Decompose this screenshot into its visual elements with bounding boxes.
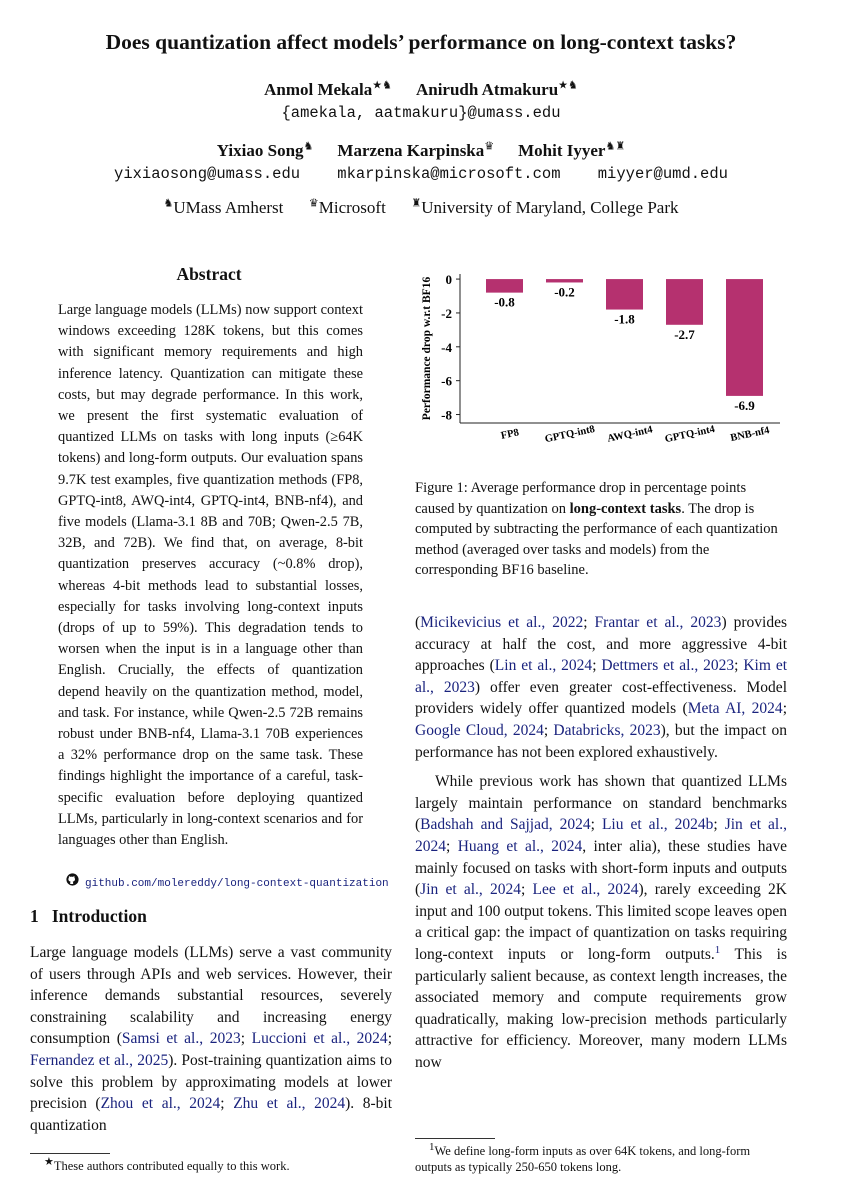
- section-number: 1: [30, 906, 39, 926]
- text-run: , inter alia), these studies have mainly focused on tasks with short-form inputs and outputs (: [415, 837, 787, 899]
- affiliation: University of Maryland, College Park: [421, 198, 679, 217]
- right-column-text: (Micikevicius et al., 2022; Frantar et al., 2023) provides accuracy at half the cost, and more aggressive 4-bit approaches (Lin et al., 2024; Dettmers et al., 2023; Kim et al., 2023) offer even greater cost-effectiveness. Model providers widely offer quantized models (Meta AI, 2024; Google Cloud, 2024; Databricks, 2023), but the impact on performance has not been explored exhaustively. While previous work has shown that quantized LLMs largely maintain performance on standard benchmarks (Badshah and Sajjad, 2024; Liu et al., 2024b; Jin et al., 2024; Huang et al., 2024, inter alia), these studies have mainly focused on tasks with short-form inputs and outputs (Jin et al., 2024; Lee et al., 2024), rarely exceeding 2K input and 100 output tokens. This limited scope leaves open a critical gap: the impact of quantization on tasks requiring long-context inputs or long-form outputs.$^1$ This is particularly salient because, as context length increases, the associated memory and compute requirements grow quadratically, making low-precision methods particularly attractive for efficiency. Moreover, many modern LLMs now: [415, 614, 788, 1071]
- x-tick-label: BNB-nf4: [729, 425, 771, 445]
- caption-bold: long-context tasks: [569, 500, 682, 517]
- text-run: While previous work has shown that quantized LLMs largely maintain performance on standard benchmarks (: [415, 773, 787, 834]
- text-run: ;: [592, 657, 602, 675]
- footnote-equal-contribution: [30, 1155, 392, 1174]
- author-marks: ♞♜: [605, 140, 626, 153]
- x-tick-label: GPTQ-int4: [664, 423, 716, 446]
- x-tick-label: AWQ-int4: [606, 424, 654, 445]
- affiliation-mark: ♛: [308, 197, 319, 210]
- github-icon: [66, 873, 79, 891]
- y-tick-label: 0: [445, 272, 452, 288]
- text-run: Large language models (LLMs) serve a vast community of users through APIs and web services. However, their inference demands substantial resources, severely constraining scalability and increasing energy consumption (: [30, 944, 392, 1048]
- author-name: Mohit Iyyer: [518, 141, 606, 160]
- citation-link[interactable]: Meta AI, 2024: [687, 700, 783, 718]
- abstract-text: Large language models (LLMs) now support context windows exceeding 128K tokens, but this comes with significant memory requirements and high inference latency. Quantization can mitigate these costs, but may degrade performance. In this work, we present the first systematic evaluation of quantized LLMs on tasks with long inputs (≥64K tokens) and long-form outputs. Our evaluation spans 9.7K test examples, five quantization methods (FP8, GPTQ-int8, AWQ-int4, GPTQ-int4, BNB-nf4), and five models (Llama-3.1 8B and 70B; Qwen-2.5 7B, 32B, and 72B). We find that, on average, 8-bit quantization preserves accuracy (~0.8% drop), whereas 4-bit methods lead to substantial losses, especially for tasks involving long-context inputs (drops of up to 59%). This degradation tends to worsen when the input is in a language other than English. Crucially, the effects of quantization depend heavily on the quantization method, model, and task. For instance, while Qwen-2.5 72B remains robust under BNB-nf4, Llama-3.1 70B experiences a 32% performance drop on the same task. These findings highlight the importance of a careful, task-specific evaluation before deploying quantized LLMs, particularly in long-context scenarios and for languages other than English.: [58, 302, 363, 849]
- data-label: -6.9: [734, 397, 755, 413]
- text-run: ), but the impact on performance has not been explored exhaustively.: [415, 721, 787, 761]
- data-label: -0.2: [554, 284, 575, 300]
- y-tick-label: -2: [441, 305, 452, 321]
- text-run: ;: [220, 1095, 234, 1113]
- footnote-rule: [30, 1153, 110, 1154]
- authors-row-2: [0, 141, 842, 161]
- caption-text: Figure 1: Average performance drop in percentage points caused by quantization on: [415, 480, 747, 517]
- x-tick-label: FP8: [499, 427, 520, 442]
- text-run: This is particularly salient because, as context length increases, the associated memory and compute requirements grow quadratically, making low-precision methods particularly attractive for efficiency. Moreover, many modern LLMs now: [415, 945, 788, 1071]
- text-run: ;: [543, 721, 554, 739]
- email: miyyer@umd.edu: [597, 165, 728, 183]
- github-link[interactable]: github.com/molereddy/long-context-quantization: [85, 878, 389, 890]
- text-run: ;: [446, 837, 458, 855]
- intro-paragraph: [30, 942, 392, 1136]
- x-tick-label: GPTQ-int8: [544, 423, 596, 446]
- text-run: ;: [734, 657, 744, 675]
- figure-caption: [415, 478, 787, 581]
- affiliation: Microsoft: [318, 198, 386, 217]
- footnote-text: We define long-form inputs as over 64K tokens, and long-form outputs as typically 250-650 tokens long.: [415, 1144, 751, 1174]
- email: mkarpinska@microsoft.com: [337, 165, 561, 183]
- footnote-text: These authors contributed equally to this work.: [53, 1159, 290, 1173]
- text-run: ;: [713, 816, 725, 834]
- bar: [546, 279, 583, 282]
- section-title: Introduction: [51, 906, 147, 926]
- authors-row-1: [0, 80, 842, 100]
- citation-link[interactable]: Lee et al., 2024: [532, 881, 639, 899]
- citation-link[interactable]: Samsi et al., 2023: [121, 1030, 241, 1048]
- abstract-heading: Abstract: [176, 264, 242, 284]
- author-marks: ♛: [484, 140, 495, 153]
- text-run: ) provides accuracy at half the cost, and more aggressive 4-bit approaches (: [415, 614, 787, 675]
- emails-row-1: {amekala, aatmakuru}@umass.edu: [281, 104, 561, 122]
- y-tick-label: -6: [441, 373, 452, 389]
- text-run: ;: [520, 881, 533, 899]
- author-marks: ★♞: [372, 79, 392, 92]
- paper-title: Does quantization affect models’ performance on long-context tasks?: [105, 30, 737, 54]
- bar: [486, 279, 523, 293]
- email: yixiaosong@umass.edu: [114, 165, 301, 183]
- author-name: Anirudh Atmakuru: [415, 80, 559, 99]
- github-link-row[interactable]: [66, 873, 389, 891]
- footnote-long-form: [415, 1140, 787, 1175]
- citation-link[interactable]: Micikevicius et al., 2022: [420, 614, 584, 631]
- text-run: ) offer even greater cost-effectiveness. Model providers widely offer quantized models (: [415, 678, 787, 718]
- citation-link[interactable]: Databricks, 2023: [553, 721, 661, 739]
- citation-link[interactable]: Badshah and Sajjad, 2024: [420, 816, 591, 834]
- citation-link[interactable]: Luccioni et al., 2024: [251, 1030, 388, 1048]
- citation-link[interactable]: Jin et al., 2024: [415, 816, 787, 855]
- citation-link[interactable]: Jin et al., 2024: [420, 881, 521, 899]
- bar: [606, 279, 643, 309]
- y-axis-label: Performance drop w.r.t BF16: [421, 276, 433, 421]
- citation-link[interactable]: Dettmers et al., 2023: [601, 657, 735, 675]
- author-name: Yixiao Song: [216, 141, 304, 160]
- text-run: ;: [583, 614, 595, 631]
- text-run: ;: [590, 816, 602, 834]
- footnote-mark: 1: [429, 1140, 435, 1153]
- text-run: ;: [240, 1030, 252, 1048]
- footnote-mark: ★: [44, 1155, 54, 1168]
- affiliation-mark: ♞: [163, 197, 174, 210]
- affiliations: [0, 198, 842, 218]
- citation-link[interactable]: Kim et al., 2023: [415, 657, 788, 696]
- citation-link[interactable]: Zhou et al., 2024: [100, 1095, 221, 1113]
- citation-link[interactable]: Google Cloud, 2024: [415, 721, 544, 739]
- citation-link[interactable]: Fernandez et al., 2025: [30, 1051, 169, 1069]
- author-marks: ♞: [303, 140, 314, 153]
- author-marks: ★♞: [558, 79, 578, 92]
- affiliation-mark: ♜: [411, 197, 422, 210]
- bar: [666, 279, 703, 325]
- data-label: -2.7: [674, 326, 695, 342]
- bar-chart: [418, 268, 788, 458]
- text-run: ;: [782, 700, 787, 718]
- text-run: ). Post-training quantization aims to solve this problem by approximating models at lower precision (: [30, 1051, 392, 1113]
- footnote-rule: [415, 1138, 495, 1139]
- author-name: Marzena Karpinska: [337, 141, 485, 160]
- affiliation: UMass Amherst: [173, 198, 284, 217]
- citation-link[interactable]: Huang et al., 2024: [457, 837, 583, 855]
- figure-1: [418, 268, 788, 458]
- citation-link[interactable]: Liu et al., 2024b: [601, 816, 714, 834]
- caption-text: . The drop is computed by subtracting the performance of each quantization method (averaged over tasks and models) from the corresponding BF16 baseline.: [415, 500, 778, 578]
- text-run: ). 8-bit quantization: [30, 1095, 393, 1134]
- y-tick-label: -4: [441, 339, 452, 355]
- text-run: ;: [387, 1030, 392, 1048]
- citation-link[interactable]: Frantar et al., 2023: [594, 614, 722, 631]
- emails-row-2: [0, 165, 842, 183]
- bar: [726, 279, 763, 396]
- y-tick-label: -8: [441, 407, 452, 423]
- footnote-ref[interactable]: 1: [714, 943, 721, 956]
- intro-heading: [30, 906, 147, 927]
- author-name: Anmol Mekala: [264, 80, 373, 99]
- data-label: -0.8: [494, 294, 515, 310]
- citation-link[interactable]: Zhu et al., 2024: [233, 1095, 346, 1113]
- text-run: ), rarely exceeding 2K input and 100 output tokens. This limited scope leaves open a critical gap: the impact of quantization on tasks requiring long-context inputs or long-form outputs.: [415, 881, 787, 963]
- data-label: -1.8: [614, 311, 635, 327]
- citation-link[interactable]: Lin et al., 2024: [494, 657, 593, 675]
